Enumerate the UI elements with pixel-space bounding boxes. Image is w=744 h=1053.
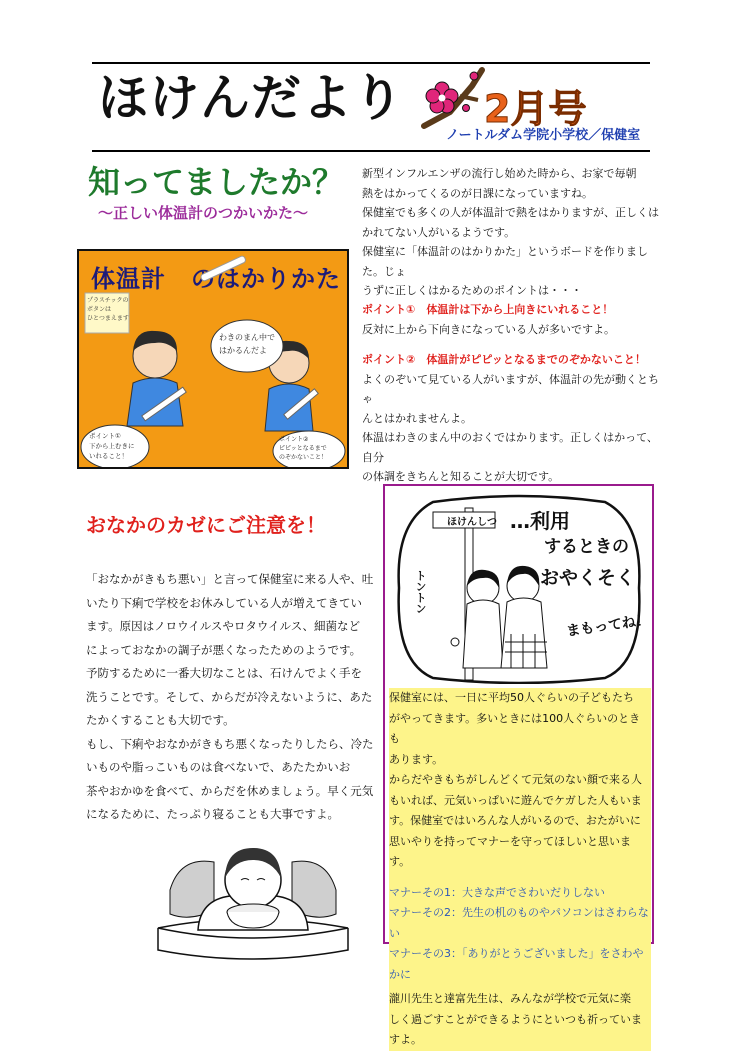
manners-rule: マナーその1：大きな声でさわいだりしない	[389, 885, 605, 899]
knock-sound: トントン	[414, 570, 427, 614]
stomach-line: 洗うことです。そして、からだが冷えないように、あた	[86, 689, 373, 704]
stomach-line: たかくすることも大切です。	[86, 713, 235, 727]
poster-note-line: ボタンは	[87, 306, 112, 313]
manners-headline-3: おやくそく	[540, 567, 636, 589]
poster-bubble-line: 下から上むきに	[89, 442, 135, 450]
manners-headline-1: …利用	[510, 509, 570, 533]
point1-heading: ポイント① 体温計は下から上向きにいれること！	[362, 303, 614, 316]
poster-bubble-line: わきのまん中で	[219, 333, 275, 342]
poster-bubble-right	[279, 435, 327, 462]
poster-bubble-line: ポイント①	[89, 432, 121, 440]
intro-line: 熱をはかってくるのが日課になっていますね。	[362, 186, 593, 200]
poster-bubble-line: はかるんだよ	[219, 346, 267, 355]
point2-heading: ポイント② 体温計がピピッとなるまでのぞかないこと！	[362, 353, 646, 366]
manners-line: あります。	[389, 752, 444, 766]
thermometer-intro	[362, 164, 662, 301]
closing-line: 体温はわきのまん中のおくではかります。正しくはかって、自分	[362, 431, 658, 464]
manners-line: 保健室には、一日に平均50人ぐらいの子どもたち	[389, 691, 634, 704]
header-top-rule	[92, 62, 650, 64]
stomach-section-title: おなかのカゼにご注意を！	[86, 513, 326, 537]
thermometer-section-title: 知ってましたか？	[88, 163, 345, 201]
intro-line: 新型インフルエンザの流行し始めた時から、お家で毎朝	[362, 167, 637, 180]
manners-body	[389, 688, 651, 1051]
door-sign: ほけんしつ	[447, 517, 497, 528]
poster-note	[87, 296, 129, 323]
point2-text-line: んとはかれませんよ。	[362, 411, 472, 425]
stomach-line: いたり下痢で学校をお休みしている人が増えてきてい	[86, 595, 362, 610]
manners-headline-4: まもってね！	[565, 612, 651, 640]
stomach-line: になるために、たっぷり寝ることも大事ですよ。	[86, 807, 339, 821]
thermometer-poster-illustration	[77, 249, 349, 469]
stomach-body	[86, 568, 376, 827]
manners-line: 思いやりを持ってマナーを守ってほしいと思います。	[389, 834, 631, 868]
manners-line: もいれば、元気いっぱいに遊んでケガした人もいま	[389, 793, 642, 807]
intro-line: 保健室に「体温計のはかりかた」というボードを作りました。じょ	[362, 245, 648, 278]
stomach-line: ます。原因はノロウイルスやロタウイルス、細菌など	[86, 619, 361, 633]
sick-child-illustration	[150, 830, 360, 970]
poster-bubble-line: ポイント②	[279, 436, 309, 443]
thermometer-section-subtitle: ～正しい体温計のつかいかた～	[98, 204, 309, 222]
poster-bubble-middle	[219, 331, 275, 357]
point2-block	[362, 350, 662, 428]
intro-line: 保健室でも多くの人が体温計で熱をはかりますが、正しくは	[362, 206, 659, 219]
poster-bubble-line: ピピッとなるまで	[279, 445, 327, 452]
poster-title: 体温計 のはかりかた	[91, 265, 341, 293]
poster-note-line: ひとつまえます	[87, 315, 129, 322]
newsletter-title: ほけんだより	[98, 69, 404, 127]
manners-closing-line: しく過ごすことができるようにといつも祈っていますよ。	[389, 1012, 642, 1046]
intro-line: うずに正しくはかるためのポイントは・・・	[362, 284, 582, 297]
intro-line: かれてない人がいるようです。	[362, 225, 516, 239]
stomach-line: 茶やおかゆを食べて、からだを休めましょう。早く元気	[86, 783, 374, 798]
manners-headline-2: するときの	[544, 537, 629, 557]
spacer	[389, 873, 651, 883]
poster-bubble-line: のぞかないこと！	[279, 454, 328, 461]
manners-line: からだやきもちがしんどくて元気のない顔で来る人	[389, 773, 642, 786]
poster-bubble-line: いれること！	[89, 452, 128, 460]
header-bottom-rule	[92, 150, 650, 152]
stomach-line: 「おなかがきもち悪い」と言って保健室に来る人や、吐	[86, 572, 374, 586]
manners-rule: マナーその3：「ありがとうございました」をさわやかに	[389, 947, 644, 981]
poster-note-line: プラスチックの	[87, 297, 129, 304]
manners-line: がやってきます。多いときには100人ぐらいのときも	[389, 711, 641, 745]
plum-blossom-icon	[420, 64, 486, 134]
manners-line: す。保健室ではいろんな人がいるので、おたがいに	[389, 814, 641, 827]
stomach-line: いものや脂っこいものは食べないで、あたたかいお	[86, 760, 351, 774]
manners-rule: マナーその2：先生の机のものやパソコンはさわらない	[389, 906, 649, 940]
stomach-line: もし、下痢やおなかがきもち悪くなったりしたら、冷た	[86, 736, 374, 751]
manners-closing-line: 瀧川先生と達富先生は、みんなが学校で元気に楽	[389, 992, 631, 1005]
issue-label: 2月号	[484, 87, 587, 131]
point2-text-line: よくのぞいて見ている人がいますが、体温計の先が動くとちゃ	[362, 372, 659, 405]
school-name: ノートルダム学院小学校／保健室	[446, 128, 641, 143]
point1-text: 反対に上から下向きになっている人が多いですよ。	[362, 322, 615, 336]
stomach-line: 予防するために一番大切なことは、石けんでよく手を	[86, 666, 362, 680]
thermometer-closing	[362, 428, 662, 487]
closing-line: の体調をきちんと知ることが大切です。	[362, 470, 560, 483]
stomach-line: によっておなかの調子が悪くなったためのようです。	[86, 642, 362, 657]
point1-block	[362, 300, 662, 339]
poster-bubble-left	[89, 431, 135, 461]
